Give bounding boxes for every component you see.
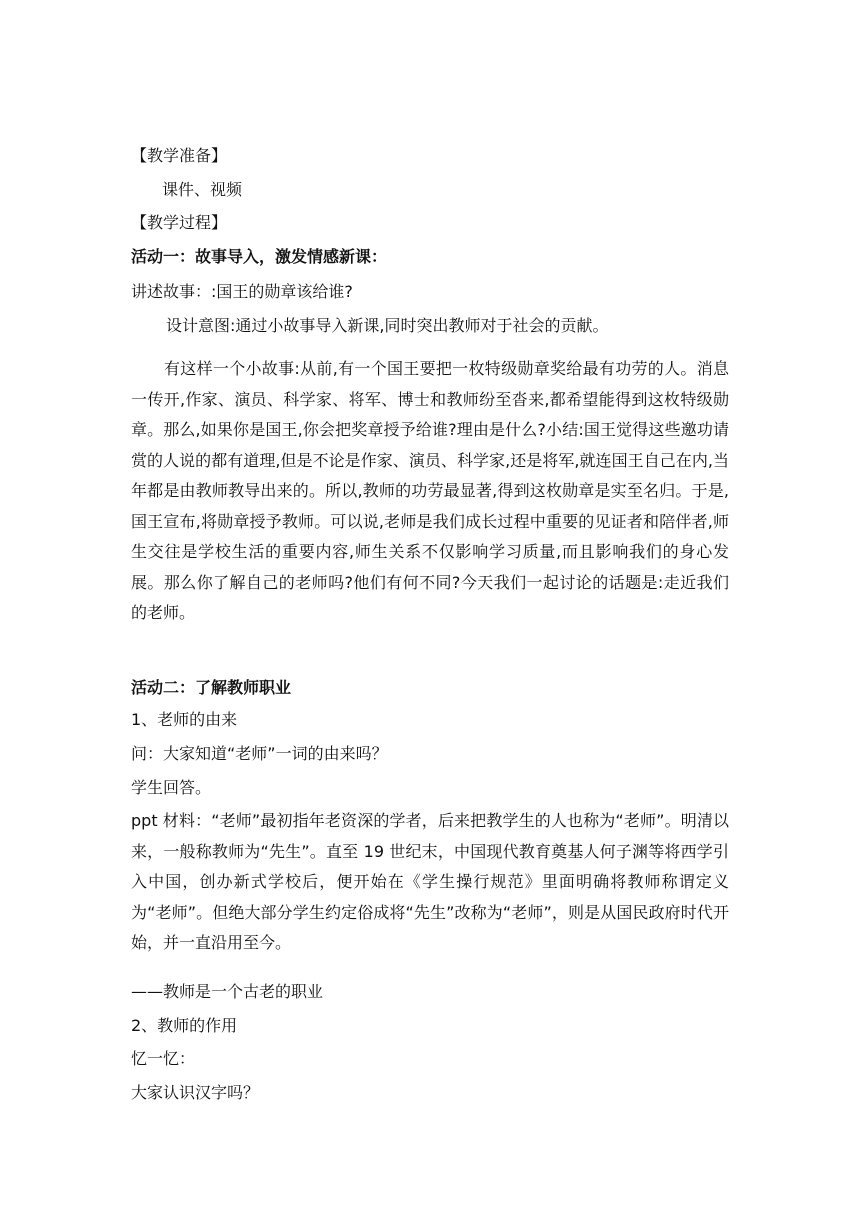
story-line: 讲述故事：:国王的勋章该给谁? xyxy=(131,282,353,301)
question-2: 大家认识汉字吗？ xyxy=(131,1083,260,1102)
prep-items: 课件、视频 xyxy=(162,180,243,199)
ppt-paragraph: ppt 材料：“老师”最初指年老资深的学者，后来把教学生的人也称为“老师”。明清以来，一般称教师为“先生”。直至 19 世纪末，中国现代教育奠基人何子渊等将西学引入中国，创办新式学校后，便开始在《学生操行规范》里面明确将教师称谓定义为“老师”。但绝大部分学生约定俗成将“先生”改称为“老师”，则是从国民政府时代开始，并一直沿用至今。 xyxy=(131,811,729,952)
student-answer: 学生回答。 xyxy=(131,778,212,797)
question-1: 问：大家知道“老师”一词的由来吗？ xyxy=(131,744,388,763)
section-1-heading: 1、老师的由来 xyxy=(131,710,238,729)
conclusion-line: ——教师是一个古老的职业 xyxy=(131,982,324,1001)
story-paragraph: 有这样一个小故事:从前,有一个国王要把一枚特级勋章奖给最有功劳的人。消息一传开,作家、演员、科学家、将军、博士和教师纷至沓来,都希望能得到这枚特级勋章。那么,如果你是国王,你会把奖章授予给谁?理由是什么?小结:国王觉得这些邀功请赏的人说的都有道理,但是不论是作家、演员、科学家,还是将军,就连国王自己在内,当年都是由教师教导出来的。所以,教师的功劳最显著,得到这枚勋章是实至名归。于是,国王宣布,将勋章授予教师。可以说,老师是我们成长过程中重要的见证者和陪伴者,师生交往是学校生活的重要内容,师生关系不仅影响学习质量,而且影响我们的身心发展。那么你了解自己的老师吗?他们有何不同?今天我们一起讨论的话题是:走近我们的老师。 xyxy=(131,359,729,622)
activity1-title: 活动一：故事导入，激发情感新课： xyxy=(131,247,388,266)
recall-label: 忆一忆： xyxy=(131,1049,196,1068)
prep-heading: 【教学准备】 xyxy=(131,146,228,165)
design-intent: 设计意图:通过小故事导入新课,同时突出教师对于社会的贡献。 xyxy=(166,316,609,335)
section-2-heading: 2、教师的作用 xyxy=(131,1016,238,1035)
process-heading: 【教学过程】 xyxy=(131,213,228,232)
activity2-title: 活动二：了解教师职业 xyxy=(131,678,292,697)
